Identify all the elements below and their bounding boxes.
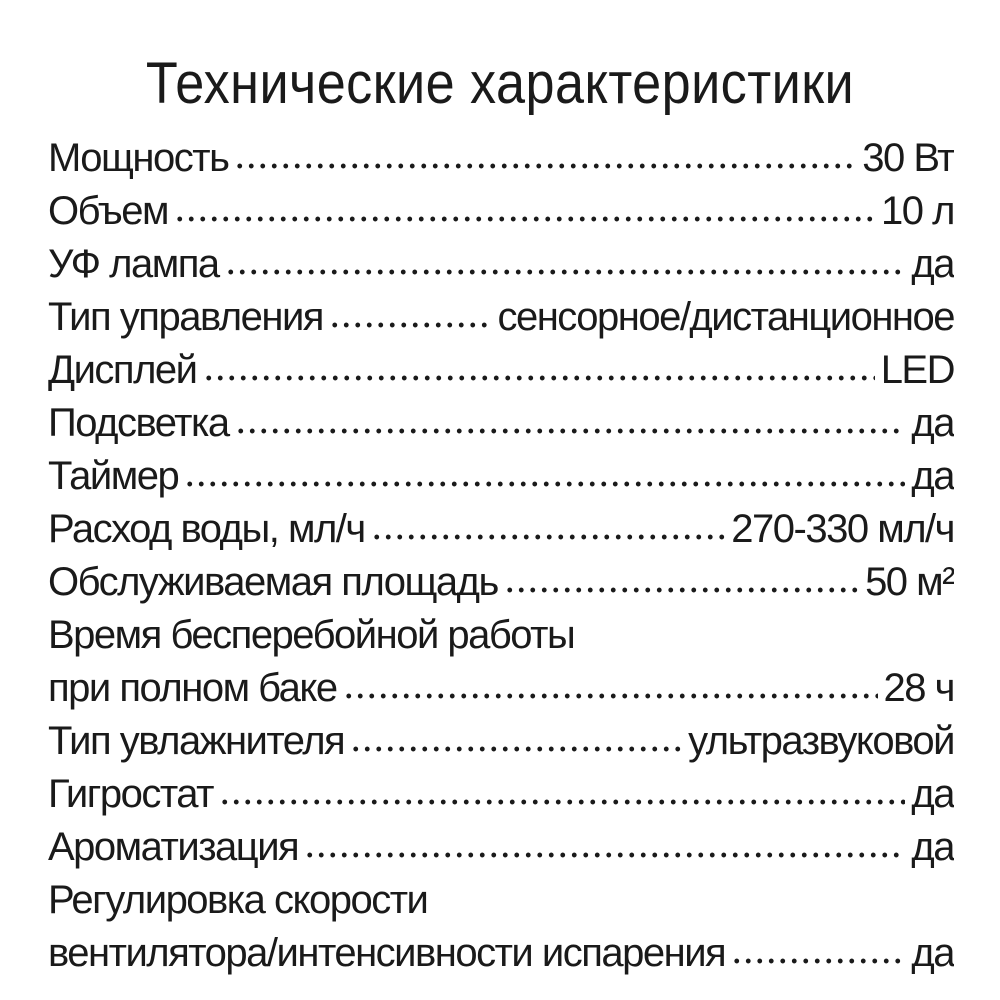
spec-row-aromatization bbox=[48, 821, 954, 874]
spec-value: 270-330 мл/ч bbox=[731, 507, 954, 551]
spec-label: вентилятора/интенсивности испарения bbox=[48, 931, 726, 975]
spec-label: Обслуживаемая площадь bbox=[48, 560, 498, 604]
dot-leader bbox=[731, 957, 905, 965]
spec-label: Таймер bbox=[48, 454, 179, 498]
spec-row-uv-lamp bbox=[48, 238, 954, 291]
page-title: Технические характеристики bbox=[145, 51, 855, 116]
dot-leader bbox=[234, 162, 856, 170]
dot-leader bbox=[174, 215, 875, 223]
spec-row-humidifier-type bbox=[48, 715, 954, 768]
dot-leader bbox=[504, 586, 859, 594]
spec-label: Ароматизация bbox=[48, 825, 299, 869]
spec-row-timer bbox=[48, 450, 954, 503]
spec-row-display bbox=[48, 344, 954, 397]
spec-value: сенсорное/дистанционное bbox=[497, 295, 954, 339]
spec-value: да bbox=[911, 825, 954, 869]
dot-leader bbox=[184, 480, 905, 488]
spec-row-hygrostat bbox=[48, 768, 954, 821]
dot-leader bbox=[235, 427, 906, 435]
spec-label: Подсветка bbox=[48, 401, 229, 445]
dot-leader bbox=[225, 268, 906, 276]
spec-label: УФ лампа bbox=[48, 242, 219, 286]
spec-value: да bbox=[911, 242, 954, 286]
spec-label: Тип управления bbox=[48, 295, 323, 339]
spec-row-control-type bbox=[48, 291, 954, 344]
dot-leader bbox=[203, 374, 875, 382]
spec-value: 50 м² bbox=[865, 560, 954, 604]
spec-label: Регулировка скорости bbox=[48, 878, 428, 922]
spec-value: LED bbox=[880, 348, 954, 392]
dot-leader bbox=[329, 321, 491, 329]
spec-label: Расход воды, мл/ч bbox=[48, 507, 365, 551]
dot-leader bbox=[219, 798, 906, 806]
spec-value: да bbox=[911, 401, 954, 445]
spec-label: Гигростат bbox=[48, 772, 213, 816]
dot-leader bbox=[350, 745, 682, 753]
dot-leader bbox=[304, 851, 905, 859]
spec-value: ультразвуковой bbox=[688, 719, 954, 763]
dot-leader bbox=[343, 692, 878, 700]
spec-value: 30 Вт bbox=[862, 136, 954, 180]
spec-row-backlight bbox=[48, 397, 954, 450]
spec-row-runtime-heading bbox=[48, 609, 954, 662]
spec-row-power bbox=[48, 132, 954, 185]
spec-row-water-consumption bbox=[48, 503, 954, 556]
spec-row-service-area bbox=[48, 556, 954, 609]
spec-list bbox=[48, 132, 954, 980]
spec-label: Тип увлажнителя bbox=[48, 719, 345, 763]
spec-label: Время бесперебойной работы bbox=[48, 613, 575, 657]
spec-row-volume bbox=[48, 185, 954, 238]
spec-value: 28 ч bbox=[883, 666, 954, 710]
spec-label: Дисплей bbox=[48, 348, 197, 392]
spec-value: да bbox=[911, 454, 954, 498]
spec-value: да bbox=[911, 931, 954, 975]
spec-label: при полном баке bbox=[48, 666, 337, 710]
dot-leader bbox=[371, 533, 726, 541]
spec-row-speed-heading bbox=[48, 874, 954, 927]
spec-label: Объем bbox=[48, 189, 168, 233]
spec-label: Мощность bbox=[48, 136, 229, 180]
spec-row-runtime bbox=[48, 662, 954, 715]
spec-row-fan-speed bbox=[48, 927, 954, 980]
spec-value: да bbox=[911, 772, 954, 816]
spec-value: 10 л bbox=[881, 189, 954, 233]
